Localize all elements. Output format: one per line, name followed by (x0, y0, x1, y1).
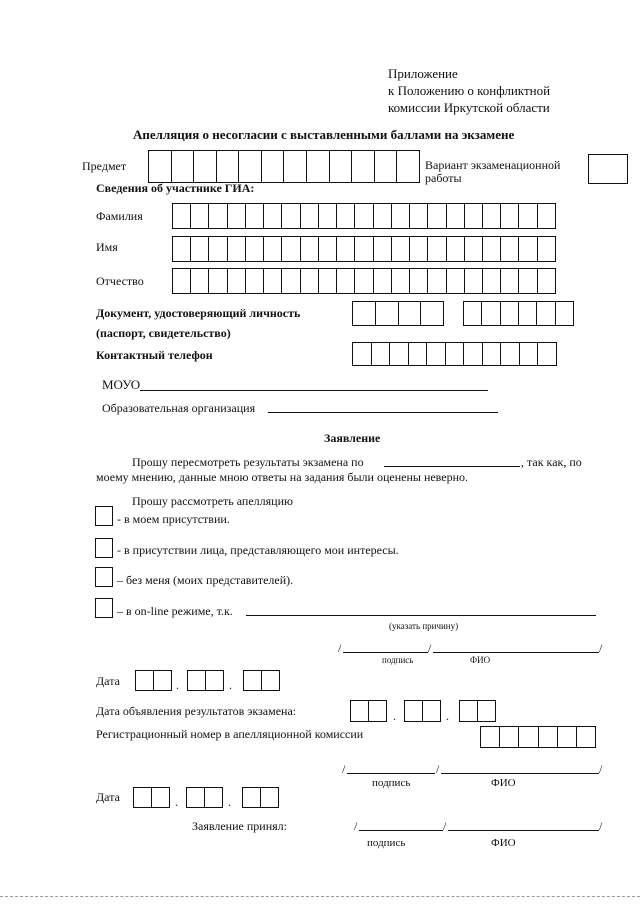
input-cell[interactable] (428, 269, 446, 293)
input-cell[interactable] (154, 671, 171, 690)
input-cell[interactable] (483, 269, 501, 293)
input-cell[interactable] (372, 343, 391, 365)
input-cell[interactable] (375, 151, 398, 182)
input-cell[interactable] (228, 204, 246, 228)
input-cell[interactable] (352, 151, 375, 182)
reason-hint: (указать причину) (389, 621, 459, 631)
mouo-line[interactable] (140, 390, 488, 391)
input-cell[interactable] (501, 204, 519, 228)
variant-box[interactable] (588, 154, 628, 184)
input-cell[interactable] (374, 269, 392, 293)
input-cell[interactable] (355, 237, 373, 261)
participant-section-title: Сведения об участнике ГИА: (96, 181, 255, 195)
fio-caption-2: ФИО (491, 777, 516, 789)
input-cell[interactable] (427, 343, 446, 365)
input-cell[interactable] (262, 151, 285, 182)
input-cell[interactable] (284, 151, 307, 182)
input-cell[interactable] (482, 302, 500, 325)
fio-line-3[interactable] (448, 830, 599, 831)
input-cell[interactable] (173, 204, 191, 228)
patronymic-label: Отчество (96, 274, 144, 288)
statement-title: Заявление (324, 431, 381, 445)
signature-line-1[interactable] (343, 652, 428, 653)
input-cell[interactable] (209, 204, 227, 228)
phone-cells[interactable] (352, 342, 557, 366)
last-name-cells[interactable] (172, 203, 556, 229)
option-label-representative: - в присутствии лица, представляющего мои интересы. (117, 543, 399, 557)
input-cell[interactable] (330, 151, 353, 182)
input-cell[interactable] (558, 727, 577, 747)
fio-caption-3: ФИО (491, 837, 516, 849)
input-cell[interactable] (246, 269, 264, 293)
form-title: Апелляция о несогласии с выставленными баллами на экзамене (133, 127, 515, 142)
input-cell[interactable] (191, 204, 209, 228)
sign-caption-3: подпись (367, 837, 406, 849)
input-cell[interactable] (483, 343, 502, 365)
input-cell[interactable] (446, 343, 465, 365)
variant-label-2: работы (425, 171, 462, 185)
fio-line-2[interactable] (441, 773, 599, 774)
input-cell[interactable] (392, 269, 410, 293)
input-cell[interactable] (519, 269, 537, 293)
input-cell[interactable] (447, 269, 465, 293)
org-label: Образовательная организация (102, 401, 256, 415)
input-cell[interactable] (301, 269, 319, 293)
date-label-1: Дата (96, 674, 120, 688)
results-year-cells[interactable] (459, 700, 496, 722)
input-cell[interactable] (243, 788, 261, 807)
option-checkbox-representative[interactable] (95, 538, 113, 558)
input-cell[interactable] (538, 237, 555, 261)
input-cell[interactable] (539, 727, 558, 747)
input-cell[interactable] (405, 701, 423, 721)
input-cell[interactable] (410, 237, 428, 261)
accepted-label: Заявление принял: (192, 819, 287, 833)
results-date-label: Дата объявления результатов экзамена: (96, 704, 297, 718)
input-cell[interactable] (282, 269, 300, 293)
input-cell[interactable] (537, 302, 555, 325)
input-cell[interactable] (209, 269, 227, 293)
date1-month-cells[interactable] (187, 670, 224, 691)
option-label-online: – в on-line режиме, т.к. (117, 604, 233, 618)
input-cell[interactable] (261, 788, 278, 807)
date2-month-cells[interactable] (186, 787, 223, 808)
input-cell[interactable] (410, 204, 428, 228)
input-cell[interactable] (478, 701, 495, 721)
online-reason-line[interactable] (246, 615, 596, 616)
input-cell[interactable] (355, 269, 373, 293)
patronymic-cells[interactable] (172, 268, 556, 294)
input-cell[interactable] (337, 237, 355, 261)
input-cell[interactable] (447, 204, 465, 228)
input-cell[interactable] (246, 237, 264, 261)
input-cell[interactable] (481, 727, 500, 747)
input-cell[interactable] (262, 671, 279, 690)
input-cell[interactable] (428, 204, 446, 228)
input-cell[interactable] (209, 237, 227, 261)
input-cell[interactable] (399, 302, 422, 325)
input-cell[interactable] (282, 204, 300, 228)
reg-number-label: Регистрационный номер в апелляционной комиссии (96, 727, 364, 741)
header-line1: Приложение (388, 66, 458, 81)
document-series-cells[interactable] (352, 301, 444, 326)
fio-caption-1: ФИО (470, 655, 491, 665)
input-cell[interactable] (465, 204, 483, 228)
date2-year-cells[interactable] (242, 787, 279, 808)
input-cell[interactable] (149, 151, 172, 182)
signature-line-3[interactable] (359, 830, 443, 831)
input-cell[interactable] (483, 237, 501, 261)
date1-day-cells[interactable] (135, 670, 172, 691)
input-cell[interactable] (239, 151, 262, 182)
input-cell[interactable] (191, 237, 209, 261)
input-cell[interactable] (301, 237, 319, 261)
input-cell[interactable] (228, 237, 246, 261)
input-cell[interactable] (376, 302, 399, 325)
subject-cells[interactable] (148, 150, 420, 183)
header-line3: комиссии Иркутской области (388, 100, 550, 115)
input-cell[interactable] (501, 237, 519, 261)
first-name-cells[interactable] (172, 236, 556, 262)
input-cell[interactable] (369, 701, 386, 721)
input-cell[interactable] (501, 343, 520, 365)
input-cell[interactable] (353, 302, 376, 325)
input-cell[interactable] (301, 204, 319, 228)
input-cell[interactable] (351, 701, 369, 721)
input-cell[interactable] (319, 204, 337, 228)
input-cell[interactable] (191, 269, 209, 293)
date2-day-cells[interactable] (133, 787, 170, 808)
input-cell[interactable] (392, 237, 410, 261)
input-cell[interactable] (520, 343, 539, 365)
input-cell[interactable] (374, 204, 392, 228)
input-cell[interactable] (228, 269, 246, 293)
sign-caption-1: подпись (382, 655, 414, 665)
input-cell[interactable] (392, 204, 410, 228)
appeal-text: Прошу рассмотреть апелляцию (132, 494, 293, 508)
input-cell[interactable] (500, 727, 519, 747)
document-number-cells[interactable] (463, 301, 574, 326)
input-cell[interactable] (307, 151, 330, 182)
input-cell[interactable] (423, 701, 440, 721)
page-edge (0, 896, 640, 897)
input-cell[interactable] (538, 269, 555, 293)
input-cell[interactable] (217, 151, 240, 182)
statement-text-1-end: , так как, по (521, 455, 582, 469)
input-cell[interactable] (264, 269, 282, 293)
variant-label-1: Вариант экзаменационной (425, 158, 561, 172)
input-cell[interactable] (244, 671, 262, 690)
input-cell[interactable] (206, 671, 223, 690)
statement-text-1: Прошу пересмотреть результаты экзамена по (132, 455, 364, 469)
input-cell[interactable] (152, 788, 169, 807)
input-cell[interactable] (464, 343, 483, 365)
input-cell[interactable] (337, 269, 355, 293)
reg-number-cells[interactable] (480, 726, 596, 748)
input-cell[interactable] (538, 343, 556, 365)
input-cell[interactable] (194, 151, 217, 182)
input-cell[interactable] (519, 204, 537, 228)
input-cell[interactable] (205, 788, 222, 807)
org-line[interactable] (268, 412, 498, 413)
sign-caption-2: подпись (372, 777, 411, 789)
signature-line-2[interactable] (347, 773, 435, 774)
input-cell[interactable] (173, 269, 191, 293)
option-label-present: - в моем присутствии. (117, 512, 230, 526)
input-cell[interactable] (501, 302, 519, 325)
input-cell[interactable] (319, 237, 337, 261)
input-cell[interactable] (374, 237, 392, 261)
input-cell[interactable] (465, 237, 483, 261)
exam-subject-line[interactable] (384, 466, 520, 467)
fio-line-1[interactable] (433, 652, 599, 653)
input-cell[interactable] (519, 302, 537, 325)
input-cell[interactable] (172, 151, 195, 182)
results-month-cells[interactable] (404, 700, 441, 722)
input-cell[interactable] (187, 788, 205, 807)
input-cell[interactable] (519, 237, 537, 261)
input-cell[interactable] (353, 343, 372, 365)
date1-year-cells[interactable] (243, 670, 280, 691)
mouo-label: МОУО (102, 377, 141, 392)
input-cell[interactable] (464, 302, 482, 325)
subject-label: Предмет (82, 159, 127, 173)
input-cell[interactable] (264, 204, 282, 228)
input-cell[interactable] (428, 237, 446, 261)
input-cell[interactable] (397, 151, 419, 182)
input-cell[interactable] (447, 237, 465, 261)
phone-label: Контактный телефон (96, 348, 213, 362)
statement-text-2: моему мнению, данные мною ответы на задания были оценены неверно. (96, 470, 469, 484)
input-cell[interactable] (538, 204, 555, 228)
input-cell[interactable] (246, 204, 264, 228)
last-name-label: Фамилия (96, 209, 143, 223)
option-checkbox-present[interactable] (95, 506, 113, 526)
input-cell[interactable] (577, 727, 595, 747)
input-cell[interactable] (501, 269, 519, 293)
input-cell[interactable] (465, 269, 483, 293)
results-day-cells[interactable] (350, 700, 387, 722)
input-cell[interactable] (410, 269, 428, 293)
input-cell[interactable] (519, 727, 538, 747)
input-cell[interactable] (136, 671, 154, 690)
option-checkbox-online[interactable] (95, 598, 113, 618)
option-checkbox-absent[interactable] (95, 567, 113, 587)
input-cell[interactable] (337, 204, 355, 228)
input-cell[interactable] (282, 237, 300, 261)
input-cell[interactable] (355, 204, 373, 228)
input-cell[interactable] (173, 237, 191, 261)
document-label-1: Документ, удостоверяющий личность (96, 306, 301, 320)
input-cell[interactable] (460, 701, 478, 721)
input-cell[interactable] (134, 788, 152, 807)
input-cell[interactable] (264, 237, 282, 261)
option-label-absent: – без меня (моих представителей). (117, 573, 294, 587)
input-cell[interactable] (421, 302, 443, 325)
header-line2: к Положению о конфликтной (388, 83, 551, 98)
input-cell[interactable] (483, 204, 501, 228)
input-cell[interactable] (556, 302, 573, 325)
input-cell[interactable] (319, 269, 337, 293)
date-label-2: Дата (96, 790, 120, 804)
document-label-2: (паспорт, свидетельство) (96, 326, 231, 340)
input-cell[interactable] (188, 671, 206, 690)
input-cell[interactable] (390, 343, 409, 365)
first-name-label: Имя (96, 240, 118, 254)
input-cell[interactable] (409, 343, 428, 365)
